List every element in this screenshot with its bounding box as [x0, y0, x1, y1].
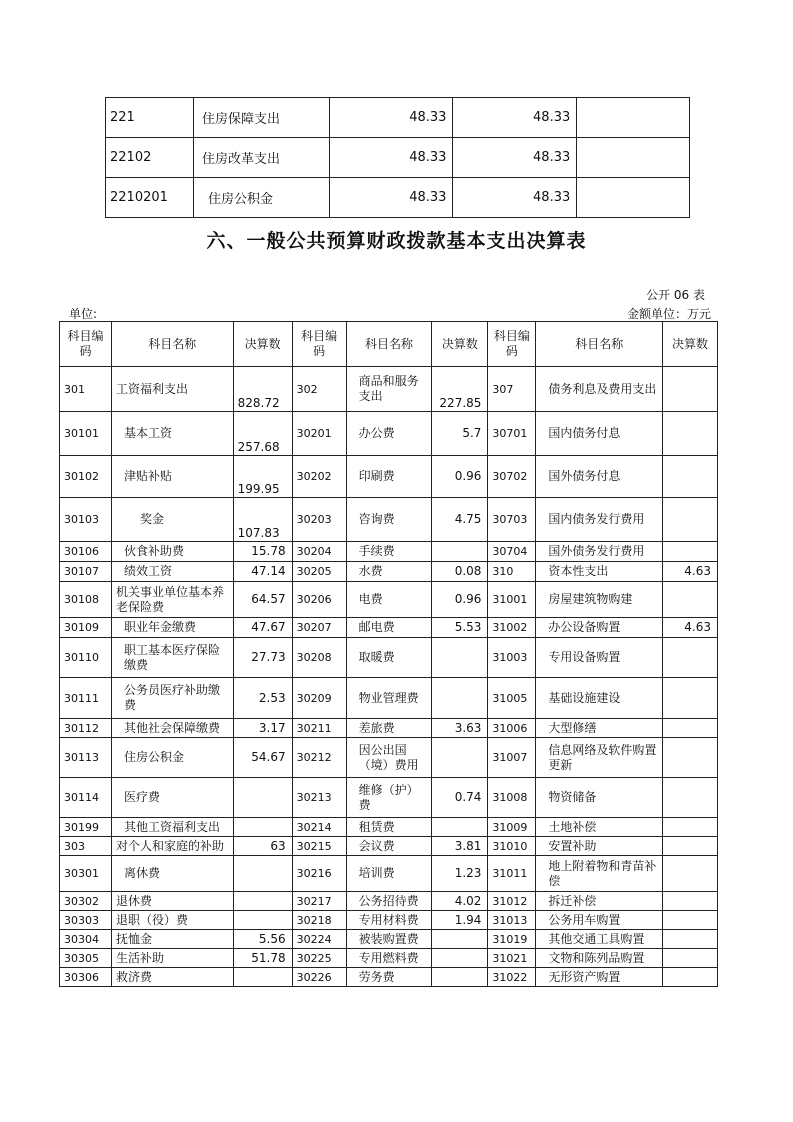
amount-cell: 0.08	[432, 562, 488, 582]
name-cell: 水费	[346, 562, 432, 582]
amount-cell	[663, 818, 718, 837]
code-cell: 30205	[292, 562, 346, 582]
code-cell: 30111	[60, 678, 112, 719]
amount-cell: 1.23	[432, 856, 488, 892]
name-cell: 物资储备	[536, 778, 663, 818]
code-cell: 31013	[488, 911, 536, 930]
name-cell: 职业年金缴费	[111, 618, 233, 638]
amount-cell: 51.78	[233, 949, 292, 968]
code-cell: 30109	[60, 618, 112, 638]
code-cell: 30226	[292, 968, 346, 987]
code-cell: 30701	[488, 412, 536, 456]
amount-cell: 47.14	[233, 562, 292, 582]
amount-cell: 3.81	[432, 837, 488, 856]
code-cell: 30208	[292, 638, 346, 678]
name-cell: 机关事业单位基本养老保险费	[111, 582, 233, 618]
name-cell: 电费	[346, 582, 432, 618]
value-cell: 48.33	[329, 98, 453, 138]
name-cell: 会议费	[346, 837, 432, 856]
name-cell: 培训费	[346, 856, 432, 892]
code-cell: 302	[292, 367, 346, 412]
code-cell: 31003	[488, 638, 536, 678]
name-cell: 信息网络及软件购置更新	[536, 738, 663, 778]
table-row	[60, 582, 718, 618]
name-cell: 地上附着物和青苗补偿	[536, 856, 663, 892]
name-cell: 奖金	[111, 498, 233, 542]
amount-cell	[432, 818, 488, 837]
code-cell: 301	[60, 367, 112, 412]
amount-cell: 4.63	[663, 618, 718, 638]
name-cell: 物业管理费	[346, 678, 432, 719]
table-row	[60, 949, 718, 968]
header-amount: 决算数	[663, 322, 718, 367]
value-cell: 48.33	[453, 138, 577, 178]
amount-cell	[432, 949, 488, 968]
code-cell: 30306	[60, 968, 112, 987]
name-cell: 基础设施建设	[536, 678, 663, 719]
amount-cell: 5.7	[432, 412, 488, 456]
code-cell: 31008	[488, 778, 536, 818]
code-cell: 30702	[488, 456, 536, 498]
amount-cell	[663, 678, 718, 719]
table-row	[60, 412, 718, 456]
code-cell: 31007	[488, 738, 536, 778]
code-cell: 30113	[60, 738, 112, 778]
amount-cell	[663, 638, 718, 678]
code-cell: 30302	[60, 892, 112, 911]
unit-label: 单位:	[69, 307, 98, 321]
table-row	[60, 638, 718, 678]
amount-cell: 47.67	[233, 618, 292, 638]
table-row	[60, 719, 718, 738]
code-cell: 30106	[60, 542, 112, 562]
top-continuation-table	[105, 97, 690, 218]
amount-cell	[432, 930, 488, 949]
code-cell: 221	[106, 98, 194, 138]
code-cell: 30107	[60, 562, 112, 582]
name-cell: 公务员医疗补助缴费	[111, 678, 233, 719]
code-cell: 30304	[60, 930, 112, 949]
code-cell: 31010	[488, 837, 536, 856]
name-cell: 其他工资福利支出	[111, 818, 233, 837]
code-cell: 307	[488, 367, 536, 412]
name-cell: 印刷费	[346, 456, 432, 498]
amount-cell: 4.63	[663, 562, 718, 582]
name-cell: 因公出国（境）费用	[346, 738, 432, 778]
header-name: 科目名称	[346, 322, 432, 367]
name-cell: 无形资产购置	[536, 968, 663, 987]
amount-cell	[233, 856, 292, 892]
table-row	[106, 138, 690, 178]
code-cell: 22102	[106, 138, 194, 178]
code-cell: 30225	[292, 949, 346, 968]
name-cell: 拆迁补偿	[536, 892, 663, 911]
code-cell: 30209	[292, 678, 346, 719]
name-cell: 住房公积金	[111, 738, 233, 778]
name-cell: 专用燃料费	[346, 949, 432, 968]
amount-cell	[432, 542, 488, 562]
name-cell: 办公设备购置	[536, 618, 663, 638]
form-number: 公开 06 表	[646, 288, 705, 302]
page-title: 六、一般公共预算财政拨款基本支出决算表	[206, 230, 587, 252]
table-row	[60, 542, 718, 562]
name-cell: 离休费	[111, 856, 233, 892]
header-amount: 决算数	[233, 322, 292, 367]
code-cell: 30206	[292, 582, 346, 618]
code-cell: 2210201	[106, 178, 194, 218]
code-cell: 31001	[488, 582, 536, 618]
code-cell: 30199	[60, 818, 112, 837]
amount-cell: 1.94	[432, 911, 488, 930]
table-row	[60, 678, 718, 719]
amount-cell: 0.74	[432, 778, 488, 818]
value-cell	[577, 178, 690, 218]
amount-cell	[663, 367, 718, 412]
value-cell	[577, 98, 690, 138]
code-cell: 30207	[292, 618, 346, 638]
name-cell: 其他交通工具购置	[536, 930, 663, 949]
name-cell: 专用设备购置	[536, 638, 663, 678]
amount-unit-label: 金额单位：万元	[626, 307, 711, 321]
name-cell: 邮电费	[346, 618, 432, 638]
amount-cell	[233, 911, 292, 930]
amount-cell	[432, 968, 488, 987]
code-cell: 310	[488, 562, 536, 582]
name-cell: 国内债务发行费用	[536, 498, 663, 542]
header-code: 科目编码	[60, 322, 112, 367]
name-cell: 对个人和家庭的补助	[111, 837, 233, 856]
code-cell: 30301	[60, 856, 112, 892]
code-cell: 31002	[488, 618, 536, 638]
name-cell: 办公费	[346, 412, 432, 456]
amount-cell: 227.85	[432, 367, 488, 412]
name-cell: 大型修缮	[536, 719, 663, 738]
code-cell: 30213	[292, 778, 346, 818]
amount-cell	[663, 856, 718, 892]
name-cell: 取暖费	[346, 638, 432, 678]
table-header-row	[60, 322, 718, 367]
code-cell: 30101	[60, 412, 112, 456]
table-row	[60, 498, 718, 542]
amount-cell	[663, 412, 718, 456]
code-cell: 30216	[292, 856, 346, 892]
header-amount: 决算数	[432, 322, 488, 367]
name-cell: 手续费	[346, 542, 432, 562]
amount-cell: 27.73	[233, 638, 292, 678]
amount-cell	[663, 968, 718, 987]
amount-cell: 199.95	[233, 456, 292, 498]
amount-cell: 0.96	[432, 582, 488, 618]
name-cell: 文物和陈列品购置	[536, 949, 663, 968]
amount-cell	[663, 582, 718, 618]
code-cell: 303	[60, 837, 112, 856]
amount-cell: 3.17	[233, 719, 292, 738]
name-cell: 住房公积金	[193, 178, 329, 218]
amount-cell	[432, 678, 488, 719]
code-cell: 30305	[60, 949, 112, 968]
name-cell: 国外债务付息	[536, 456, 663, 498]
amount-cell	[663, 542, 718, 562]
amount-cell	[663, 738, 718, 778]
code-cell: 30204	[292, 542, 346, 562]
amount-cell	[663, 949, 718, 968]
code-cell: 30202	[292, 456, 346, 498]
value-cell: 48.33	[329, 178, 453, 218]
amount-cell: 5.56	[233, 930, 292, 949]
amount-cell: 63	[233, 837, 292, 856]
amount-cell	[663, 892, 718, 911]
amount-cell	[233, 892, 292, 911]
code-cell: 30218	[292, 911, 346, 930]
name-cell: 医疗费	[111, 778, 233, 818]
name-cell: 安置补助	[536, 837, 663, 856]
code-cell: 30212	[292, 738, 346, 778]
table-row	[60, 968, 718, 987]
name-cell: 职工基本医疗保险缴费	[111, 638, 233, 678]
name-cell: 津贴补贴	[111, 456, 233, 498]
amount-cell	[233, 818, 292, 837]
name-cell: 公务招待费	[346, 892, 432, 911]
name-cell: 商品和服务支出	[346, 367, 432, 412]
name-cell: 退休费	[111, 892, 233, 911]
code-cell: 30217	[292, 892, 346, 911]
code-cell: 30112	[60, 719, 112, 738]
name-cell: 住房改革支出	[193, 138, 329, 178]
code-cell: 30703	[488, 498, 536, 542]
value-cell	[577, 138, 690, 178]
code-cell: 31005	[488, 678, 536, 719]
name-cell: 咨询费	[346, 498, 432, 542]
table-row	[60, 778, 718, 818]
name-cell: 伙食补助费	[111, 542, 233, 562]
amount-cell	[663, 837, 718, 856]
amount-cell	[233, 968, 292, 987]
header-code: 科目编码	[488, 322, 536, 367]
code-cell: 30224	[292, 930, 346, 949]
name-cell: 土地补偿	[536, 818, 663, 837]
amount-cell: 257.68	[233, 412, 292, 456]
code-cell: 31021	[488, 949, 536, 968]
code-cell: 30102	[60, 456, 112, 498]
name-cell: 基本工资	[111, 412, 233, 456]
table-row	[60, 837, 718, 856]
name-cell: 抚恤金	[111, 930, 233, 949]
code-cell: 30215	[292, 837, 346, 856]
amount-cell	[432, 738, 488, 778]
table-row	[106, 98, 690, 138]
table-row	[60, 818, 718, 837]
code-cell: 30203	[292, 498, 346, 542]
name-cell: 维修（护）费	[346, 778, 432, 818]
name-cell: 绩效工资	[111, 562, 233, 582]
code-cell: 30201	[292, 412, 346, 456]
amount-cell	[663, 778, 718, 818]
name-cell: 差旅费	[346, 719, 432, 738]
code-cell: 31009	[488, 818, 536, 837]
amount-cell: 15.78	[233, 542, 292, 562]
amount-cell	[663, 930, 718, 949]
name-cell: 工资福利支出	[111, 367, 233, 412]
amount-cell: 4.02	[432, 892, 488, 911]
amount-cell: 0.96	[432, 456, 488, 498]
code-cell: 30114	[60, 778, 112, 818]
amount-cell: 107.83	[233, 498, 292, 542]
header-name: 科目名称	[111, 322, 233, 367]
name-cell: 资本性支出	[536, 562, 663, 582]
table-row	[60, 562, 718, 582]
amount-cell	[432, 638, 488, 678]
amount-cell: 3.63	[432, 719, 488, 738]
name-cell: 专用材料费	[346, 911, 432, 930]
code-cell: 30704	[488, 542, 536, 562]
name-cell: 被装购置费	[346, 930, 432, 949]
table-row	[60, 911, 718, 930]
name-cell: 租赁费	[346, 818, 432, 837]
table-row	[60, 892, 718, 911]
name-cell: 债务利息及费用支出	[536, 367, 663, 412]
table-row	[60, 367, 718, 412]
code-cell: 30214	[292, 818, 346, 837]
table-row	[60, 456, 718, 498]
amount-cell	[663, 456, 718, 498]
amount-cell: 2.53	[233, 678, 292, 719]
name-cell: 劳务费	[346, 968, 432, 987]
amount-cell	[663, 719, 718, 738]
header-name: 科目名称	[536, 322, 663, 367]
amount-cell	[233, 778, 292, 818]
code-cell: 30110	[60, 638, 112, 678]
amount-cell	[663, 498, 718, 542]
code-cell: 31012	[488, 892, 536, 911]
name-cell: 其他社会保障缴费	[111, 719, 233, 738]
code-cell: 31022	[488, 968, 536, 987]
name-cell: 救济费	[111, 968, 233, 987]
table-row	[60, 618, 718, 638]
name-cell: 房屋建筑物购建	[536, 582, 663, 618]
expenditure-table	[59, 321, 718, 987]
table-row	[106, 178, 690, 218]
amount-cell: 54.67	[233, 738, 292, 778]
table-row	[60, 856, 718, 892]
header-code: 科目编码	[292, 322, 346, 367]
code-cell: 30303	[60, 911, 112, 930]
code-cell: 30103	[60, 498, 112, 542]
value-cell: 48.33	[453, 98, 577, 138]
code-cell: 31011	[488, 856, 536, 892]
table-row	[60, 738, 718, 778]
code-cell: 30108	[60, 582, 112, 618]
name-cell: 国内债务付息	[536, 412, 663, 456]
code-cell: 31006	[488, 719, 536, 738]
value-cell: 48.33	[329, 138, 453, 178]
name-cell: 退职（役）费	[111, 911, 233, 930]
name-cell: 公务用车购置	[536, 911, 663, 930]
amount-cell: 828.72	[233, 367, 292, 412]
amount-cell	[663, 911, 718, 930]
name-cell: 住房保障支出	[193, 98, 329, 138]
code-cell: 31019	[488, 930, 536, 949]
amount-cell: 64.57	[233, 582, 292, 618]
name-cell: 国外债务发行费用	[536, 542, 663, 562]
amount-cell: 5.53	[432, 618, 488, 638]
table-row	[60, 930, 718, 949]
value-cell: 48.33	[453, 178, 577, 218]
code-cell: 30211	[292, 719, 346, 738]
amount-cell: 4.75	[432, 498, 488, 542]
name-cell: 生活补助	[111, 949, 233, 968]
